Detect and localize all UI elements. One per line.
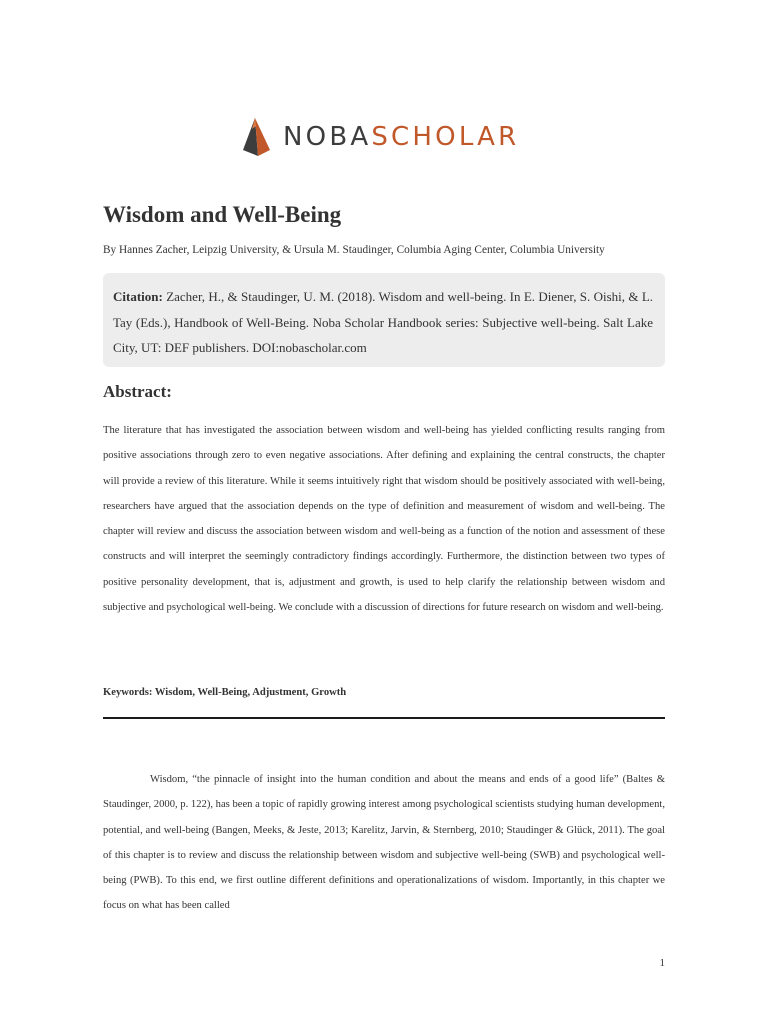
abstract-heading: Abstract: (103, 382, 172, 401)
article-title: Wisdom and Well-Being (103, 202, 342, 227)
author-byline: By Hannes Zacher, Leipzig University, & Ursula M. Staudinger, Columbia Aging Center, Columbia University (103, 244, 605, 256)
citation-label: Citation: (113, 289, 163, 304)
abstract-text: The literature that has investigated the association between wisdom and well-being has yielded conflicting results ranging from positive associations through zero to even negative associations. After defining and explaining the central constructs, the chapter will provide a review of this literature. While it seems intuitively right that wisdom should be positively associated with well-being, researchers have argued that the association depends on the type of definition and measurement of wisdom and well-being. The chapter will review and discuss the association between wisdom and well-being as a function of the notion and assessment of these constructs and will interpret the seemingly contradictory findings accordingly. Furthermore, the distinction between two types of positive personality development, that is, adjustment and growth, is used to help clarify the relationship between wisdom and subjective and psychological well-being. We conclude with a discussion of directions for future research on wisdom and well-being. (103, 425, 665, 614)
logo-text-scholar: SCHOLAR (371, 122, 520, 152)
page-number: 1 (659, 957, 665, 969)
mountain-logo-icon (241, 117, 271, 157)
noba-scholar-logo (241, 117, 519, 157)
citation-text: Zacher, H., & Staudinger, U. M. (2018). Wisdom and well-being. In E. Diener, S. Oishi, & L. Tay (Eds.), Handbook of Well-Being. Noba Scholar Handbook series: Subjective well-being. Salt Lake City, UT: DEF publishers. DOI:nobascholar.com (113, 289, 654, 355)
logo-wordmark (283, 117, 519, 157)
section-divider (103, 717, 665, 719)
logo-text-noba: NOBA (283, 122, 372, 152)
body-paragraph: Wisdom, “the pinnacle of insight into the human condition and about the means and ends of a good life” (Baltes & Staudinger, 2000, p. 122), has been a topic of rapidly growing interest among psychological scientists studying human development, potential, and well-being (Bangen, Meeks, & Jeste, 2013; Karelitz, Jarvin, & Sternberg, 2010; Staudinger & Glück, 2011). The goal of this chapter is to review and discuss the relationship between wisdom and subjective well-being (SWB) and psychological well-being (PWB). To this end, we first outline different definitions and operationalizations of wisdom. Importantly, in this chapter we focus on what has been called (103, 774, 665, 912)
keywords: Keywords: Wisdom, Well-Being, Adjustment, Growth (103, 687, 347, 698)
citation-box (103, 273, 665, 367)
